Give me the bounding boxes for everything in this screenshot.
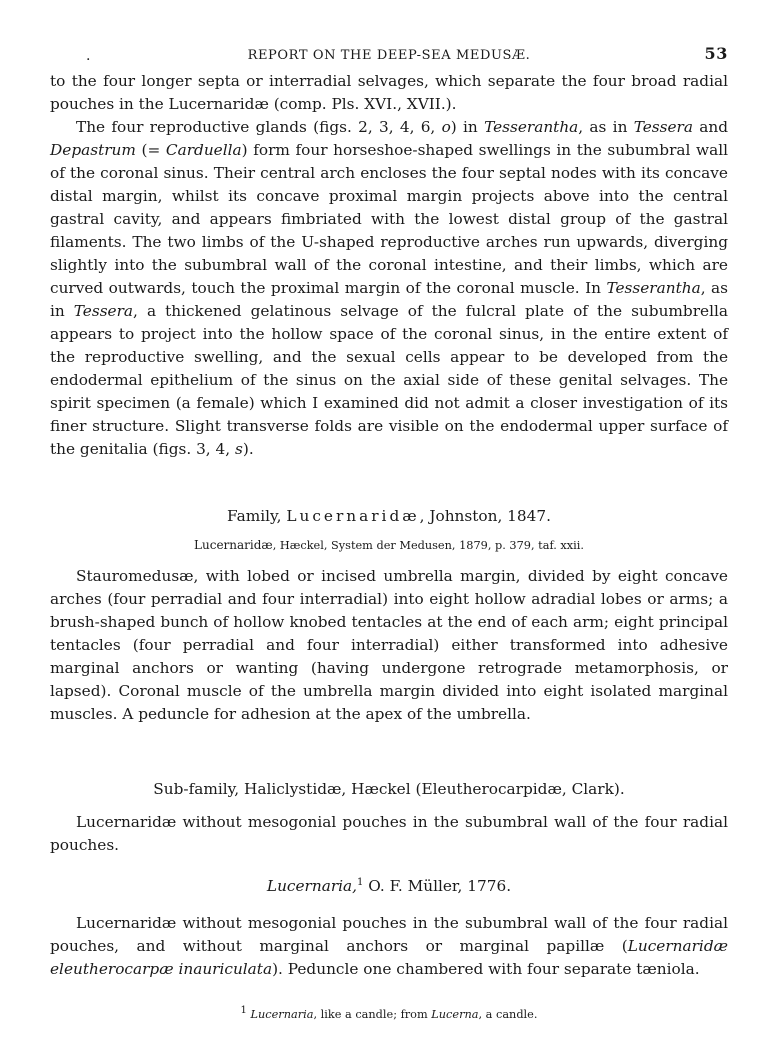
- subfamily-name: Haliclystidæ: [243, 780, 342, 798]
- genus-heading: Lucernaria,$^1$ O. F. Müller, 1776.: [266, 877, 512, 896]
- subfamily-alt-name: Eleutherocarpidæ: [421, 780, 562, 798]
- family-description: Stauromedusæ, with lobed or incised umbrella margin, divided by eight concave arches (four perradial and four interradial) into eight hollow adradial lobes or arms; a brush-shaped bunch of hollow knobed tentacles at the end of each arm; eight principal tentacles (four perradial and four interradial) either transformed into adhesive marginal anchors or wanting (having undergone retrograde metamorphosis, or lapsed). Coronal muscle of the umbrella margin divided into eight isolated marginal muscles. A peduncle for adhesion at the apex of the umbrella.: [50, 567, 728, 723]
- family-reference: Lucernaridæ, Hæckel, System der Medusen, 1879, p. 379, taf. xxii.: [194, 538, 584, 552]
- footnote: $^1$ Lucernaria, like a candle; from Lucerna, a candle.: [240, 1005, 538, 1021]
- family-heading: Family, Lucernaridæ, Johnston, 1847.: [227, 507, 551, 525]
- running-title: REPORT ON THE DEEP-SEA MEDUSÆ.: [247, 48, 531, 63]
- page-number: 53: [704, 44, 728, 63]
- footnote-marker: 1: [357, 877, 364, 888]
- subfamily-heading: Sub-family, Haliclystidæ, Hæckel (Eleutherocarpidæ, Clark).: [153, 780, 625, 798]
- subfamily-description: Lucernaridæ without mesogonial pouches in the subumbral wall of the four radial pouches.: [50, 813, 728, 854]
- genus-description: Lucernaridæ without mesogonial pouches in the subumbral wall of the four radial pouches, and without marginal anchors or marginal papillæ (Lucernaridæ eleutherocarpæ inauriculata). Peduncle one chambered with four separate tæniola.: [50, 914, 728, 979]
- family-name: Lucernaridæ: [286, 507, 420, 525]
- paragraph-reproductive-glands: The four reproductive glands (figs. 2, 3, 4, 6, o) in Tesserantha, as in Tessera and Depastrum (= Carduella) form four horseshoe-shaped swellings in the subumbral wall of the coronal sinus. Their central arch encloses the four septal nodes with its concave distal margin, whilst its concave proximal margin projects above into the central gastral cavity, and appears fimbriated with the lowest distal group of the gastral filaments. The two limbs of the U-shaped reproductive arches run upwards, diverging slightly into the subumbral wall of the coronal intestine, and their limbs, which are curved outwards, touch the proximal margin of the coronal muscle. In Tesserantha, as in Tessera, a thickened gelatinous selvage of the fulcral plate of the subumbrella appears to project into the hollow space of the coronal sinus, in the entire extent of the reproductive swelling, and the sexual cells appear to be developed from the endodermal epithelium of the sinus on the axial side of these genital selvages. The spirit specimen (a female) which I examined did not admit a closer investigation of its finer structure. Slight transverse folds are visible on the endodermal upper surface of the genitalia (figs. 3, 4, s).: [50, 118, 729, 458]
- paragraph-continuation: to the four longer septa or interradial selvages, which separate the four broad radial pouches in the Lucernaridæ (comp. Pls. XVI., XVII.).: [50, 72, 728, 113]
- genus-name: Lucernaria,: [266, 877, 358, 896]
- header-dot: .: [86, 48, 92, 64]
- running-header: [50, 44, 728, 70]
- page: [50, 44, 728, 1026]
